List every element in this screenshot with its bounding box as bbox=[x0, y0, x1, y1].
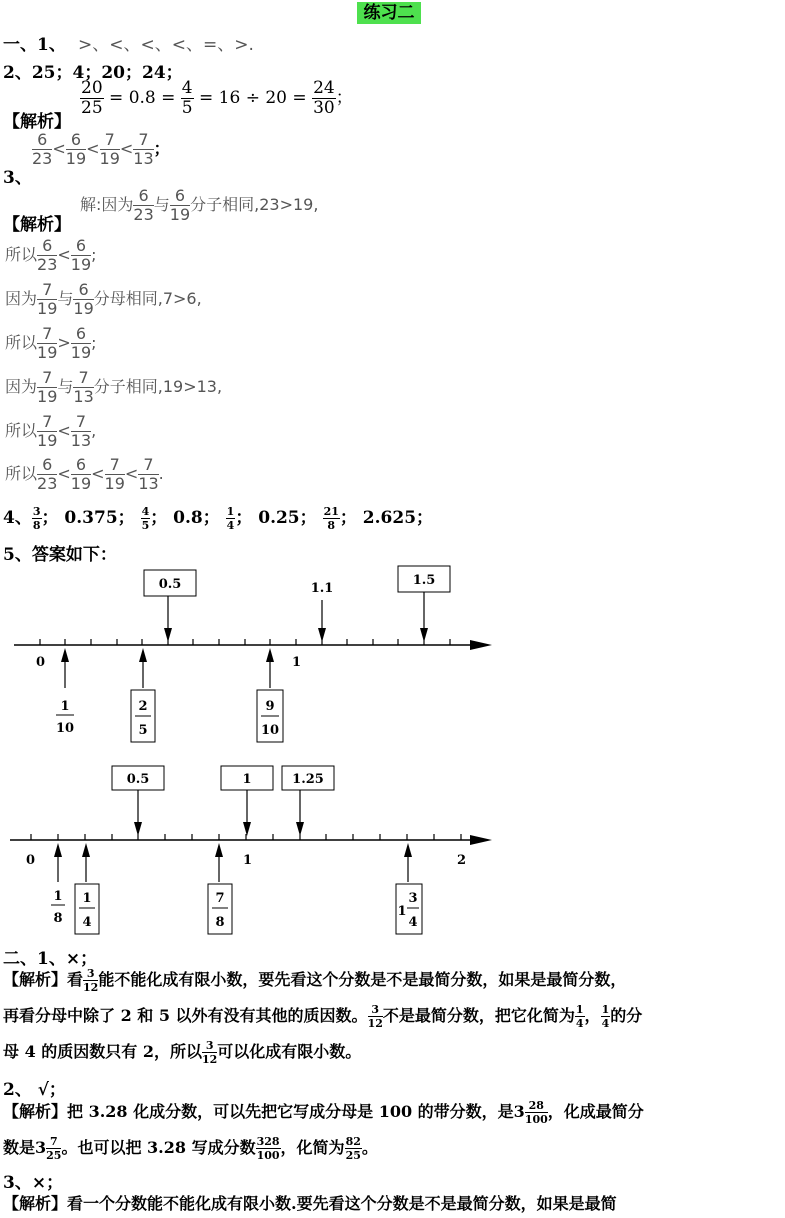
q4-answer: 4、 $\frac{3}{8}$ ； 0.375； $\frac{4}{5}$ ； 0.8； $\frac{1}{4}$ ； 0.25； $\frac{21}{8}$ ； 2.625； bbox=[3, 505, 434, 532]
s2-q1-analysis-line-1: 【解析】看 $\frac{3}{12}$ 能不能化成有限小数，要先看这个分数是不是最简分数，如果是最简分数， bbox=[3, 967, 627, 994]
fraction: $\frac{24}{30}$ bbox=[313, 78, 335, 118]
q3-analysis-line-6: 所以 $\frac{7}{19}$ < $\frac{7}{13}$ , bbox=[5, 412, 97, 450]
frac-3-4-den: 4 bbox=[408, 915, 418, 930]
frac-1-10-den: 10 bbox=[55, 721, 75, 736]
frac-1-10-num: 1 bbox=[60, 699, 70, 714]
q3-analysis-line-5: 因为 $\frac{7}{19}$ 与 $\frac{7}{13}$ 分子相同,19>13, bbox=[5, 368, 223, 406]
s2-q1-analysis-line-3: 母 4 的质因数只有 2，所以 $\frac{3}{12}$ 可以化成有限小数。 bbox=[3, 1039, 362, 1066]
q2-equation: $\frac{20}{25}$ = 0.8 = $\frac{4}{5}$ = 16 ÷ 20 = $\frac{24}{30}$ ； bbox=[81, 78, 353, 118]
fraction: $\frac{20}{25}$ bbox=[81, 78, 103, 118]
frac-7-8-den: 8 bbox=[215, 915, 225, 930]
label-0-5: 0.5 bbox=[126, 772, 150, 787]
tick-label-0: 0 bbox=[36, 655, 46, 670]
frac-1-4-den: 4 bbox=[82, 915, 92, 930]
label-1: 1 bbox=[242, 772, 252, 787]
label-0-5: 0.5 bbox=[158, 577, 182, 592]
q5-label: 5、答案如下： bbox=[3, 545, 117, 565]
mixed-whole: 1 bbox=[397, 904, 407, 919]
q2-answer: 2、25；4；20；24； bbox=[3, 63, 183, 83]
number-line-2 bbox=[0, 760, 785, 940]
s2-q1-analysis-line-2: 再看分母中除了 2 和 5 以外有没有其他的质因数。 $\frac{3}{12}$ 不是最简分数，把它化简为 $\frac{1}{4}$ ， $\frac{1}{4}$ 的分 bbox=[3, 1003, 643, 1030]
q3-label: 3、 bbox=[3, 168, 32, 188]
q3-analysis-label: 【解析】 bbox=[3, 215, 71, 235]
label-1-25: 1.25 bbox=[292, 772, 324, 787]
frac-2-5-num: 2 bbox=[138, 699, 148, 714]
axis-arrow-icon bbox=[470, 835, 492, 845]
s2-q2-analysis-line-2: 数是3 $\frac{7}{25}$ 。也可以把 3.28 写成分数 $\frac{328}{100}$ ，化简为 $\frac{82}{25}$ 。 bbox=[3, 1135, 378, 1162]
fraction: $\frac{4}{5}$ bbox=[181, 78, 193, 118]
frac-2-5-den: 5 bbox=[138, 723, 148, 738]
q3-analysis-line-4: 所以 $\frac{7}{19}$ > $\frac{6}{19}$ ; bbox=[5, 324, 97, 362]
tick-label-0: 0 bbox=[26, 853, 36, 868]
frac-3-4-num: 3 bbox=[408, 891, 418, 906]
s2-q2-label: 2、 √； bbox=[3, 1080, 66, 1100]
q3-answer: $\frac{6}{23}$ < $\frac{6}{19}$ < $\frac{7}{19}$ < $\frac{7}{13}$ ； bbox=[32, 130, 170, 168]
frac-1-4-num: 1 bbox=[82, 891, 92, 906]
frac-1-8-num: 1 bbox=[53, 889, 63, 904]
q3-analysis-line-1: 解:因为 $\frac{6}{23}$ 与 $\frac{6}{19}$ 分子相同,23>19, bbox=[80, 186, 319, 224]
tick-label-2: 2 bbox=[457, 853, 467, 868]
frac-9-10-den: 10 bbox=[260, 723, 280, 738]
s2-q2-analysis-line-1: 【解析】把 3.28 化成分数，可以先把它写成分母是 100 的带分数，是3 $\frac{28}{100}$ ，化成最简分 bbox=[3, 1099, 644, 1126]
q3-analysis-line-3: 因为 $\frac{7}{19}$ 与 $\frac{6}{19}$ 分母相同,7>6, bbox=[5, 280, 202, 318]
s2-q3-analysis-line-1: 【解析】看一个分数能不能化成有限小数.要先看这个分数是不是最简分数，如果是最简 bbox=[3, 1194, 617, 1213]
s2-q1-label: 二、1、×； bbox=[3, 949, 98, 969]
frac-7-8-num: 7 bbox=[215, 891, 225, 906]
tick-label-1: 1 bbox=[243, 853, 253, 868]
q2-analysis-label: 【解析】 bbox=[3, 112, 71, 132]
s2-q3-label: 3、×； bbox=[3, 1173, 64, 1193]
tick-label-1: 1 bbox=[292, 655, 302, 670]
label-1-5: 1.5 bbox=[412, 573, 436, 588]
q1-label: 一、1、 bbox=[3, 35, 66, 55]
frac-9-10-num: 9 bbox=[265, 699, 275, 714]
number-line-1 bbox=[0, 560, 785, 750]
q1-answer: >、<、<、<、=、>. bbox=[78, 35, 254, 55]
q3-analysis-line-2: 所以 $\frac{6}{23}$ < $\frac{6}{19}$ ; bbox=[5, 236, 97, 274]
frac-1-8-den: 8 bbox=[53, 911, 63, 926]
axis-arrow-icon bbox=[470, 640, 492, 650]
label-1-1: 1.1 bbox=[310, 581, 334, 596]
page-title: 练习二 bbox=[357, 2, 421, 24]
q3-analysis-line-7: 所以 $\frac{6}{23}$ < $\frac{6}{19}$ < $\frac{7}{19}$ < $\frac{7}{13}$ . bbox=[5, 455, 164, 493]
